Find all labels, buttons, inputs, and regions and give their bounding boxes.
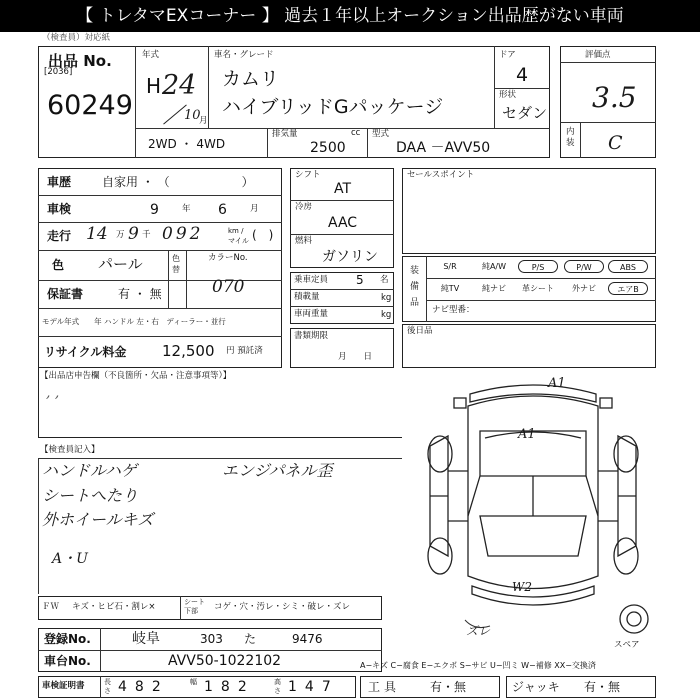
diagram-mark-2: A1 (518, 427, 536, 442)
mileage-label: 走行 (47, 229, 72, 243)
cert-height: 147 (288, 679, 339, 695)
mileage-unit: km / マイル (228, 227, 249, 245)
capacity-label: 乗車定員 (294, 275, 329, 285)
equipment-item: P/S (518, 260, 558, 273)
color-label: 色 (52, 258, 65, 272)
vehicle-info-table (38, 168, 282, 368)
tools-label: 工具 (368, 680, 401, 694)
reg-place: 岐阜 (132, 631, 160, 647)
mileage-man-unit: 万 (116, 230, 125, 240)
equipment-label: 装備品 (410, 266, 420, 308)
lot-label: 出品 No. (48, 52, 112, 70)
interior-value: C (608, 132, 623, 154)
cert-width: 182 (204, 679, 255, 695)
displacement-value: 2500 (310, 140, 346, 156)
color-code-label: カラーNo. (208, 253, 248, 263)
ac-label: 冷房 (295, 202, 313, 212)
year-value: 24 (162, 70, 197, 101)
car-damage-diagram (410, 376, 656, 642)
score-label: 評価点 (585, 50, 611, 60)
warranty-value: 有 ・ 無 (118, 287, 162, 301)
history-value: 自家用 ・ （ ） (102, 175, 254, 189)
seat-value: コゲ・穴・汚レ・シミ・破レ・ズレ (214, 602, 351, 612)
weight-label: 車両重量 (294, 309, 329, 319)
cert-label: 車検証明書 (42, 681, 85, 691)
top-partial-text: （検査員）対応紙 (42, 33, 111, 43)
mileage-rest: 092 (162, 224, 204, 244)
shift-value: AT (334, 181, 352, 197)
lot-number: 60249 (47, 90, 133, 121)
equipment-item: P/W (564, 260, 604, 273)
year-month: 10 (184, 108, 201, 123)
later-items-label: 後日品 (407, 326, 433, 336)
shape-value: セダン (502, 104, 548, 122)
equipment-item: エアB (608, 282, 648, 295)
cert-length: 482 (118, 679, 169, 695)
inspector-note-1: ハンドルハゲ (42, 461, 137, 480)
jack-label: ジャッキ (512, 680, 560, 694)
year-label: 年式 (142, 50, 160, 60)
sales-point-label: セールスポイント (407, 170, 475, 180)
color-code: 070 (212, 277, 245, 297)
weight-unit: kg (381, 310, 392, 320)
recycle-value: 12,500 (162, 342, 215, 360)
shape-label: 形状 (499, 90, 517, 100)
equipment-item: 純TV (440, 284, 460, 293)
model-value: DAA －AVV50 (396, 140, 491, 156)
equipment-item: ABS (608, 260, 648, 273)
damage-legend: A−キズ C−腐食 E−エクボ S−サビ U−凹ミ W−補修 XX−交換済 (360, 661, 596, 670)
inspector-note-right: エンジパネル歪 (222, 461, 333, 480)
chassis-value: AVV50-1022102 (168, 653, 282, 669)
car-label: 車名・グレード (214, 50, 274, 60)
car-grade: ハイブリッドGパッケージ (222, 96, 444, 118)
equipment-item: 革シート (522, 284, 554, 293)
score-value: 3.5 (592, 81, 637, 114)
load-unit: kg (381, 293, 392, 303)
diagram-mark-4: ズレ (466, 624, 491, 638)
history-label: 車歴 (47, 175, 72, 189)
ac-value: AAC (328, 215, 358, 231)
inspector-note-2: シートへたり (42, 486, 139, 505)
jack-value: 有・無 (584, 680, 621, 694)
reg-label: 登録No. (44, 632, 91, 646)
mileage-sen: 9 (128, 224, 139, 244)
equipment-item: 純A/W (481, 262, 507, 271)
inspection-label: 車検 (47, 202, 72, 216)
reg-class: 303 (200, 632, 223, 646)
warranty-label: 保証書 (47, 287, 84, 301)
color-change-label: 色替 (172, 254, 180, 274)
inspector-label: 【検査員記入】 (40, 445, 100, 455)
seat-label: シート 下部 (184, 598, 205, 615)
diagram-mark-1: A1 (548, 376, 566, 391)
later-items-box (402, 324, 656, 368)
fuel-value: ガソリン (322, 249, 378, 265)
mileage-paren: ( ) (252, 228, 274, 242)
docs-label: 書類期限 (294, 331, 329, 341)
equipment-item: S/R (443, 262, 457, 271)
spare-label: スペア (614, 640, 640, 650)
equipment-item: 純ナビ (482, 284, 506, 293)
capacity-value: 5 (356, 273, 364, 287)
lot-stamp: [2036] (44, 67, 73, 77)
inspection-year-unit: 年 (182, 204, 191, 214)
displacement-label: 排気量 (272, 129, 298, 139)
load-label: 積載量 (294, 292, 320, 302)
color-value: パール (98, 255, 143, 273)
nav-model-label: ナビ型番： (432, 305, 475, 315)
recycle-unit: 円 預託済 (226, 346, 263, 356)
displacement-unit: cc (351, 128, 361, 138)
recycle-label: リサイクル料金 (44, 345, 127, 359)
equipment-item: 外ナビ (572, 284, 596, 293)
inspector-note-4: A・U (52, 551, 88, 567)
cert-length-label: 長さ (104, 678, 111, 695)
cert-width-label: 幅 (190, 678, 197, 686)
door-value: 4 (516, 64, 529, 86)
reg-kana: た (244, 632, 257, 646)
cert-height-label: 高さ (274, 678, 281, 695)
inspection-year: 9 (150, 202, 159, 218)
inspection-month: 6 (218, 202, 227, 218)
chassis-label: 車台No. (44, 654, 91, 668)
inspector-note-3: 外ホイールキズ (42, 510, 154, 529)
door-label: ドア (499, 50, 516, 60)
banner-title: 【 トレタマEXコーナー 】 過去１年以上オークション出品歴がない車両 (0, 0, 700, 32)
reg-number: 9476 (292, 632, 323, 646)
tools-value: 有・無 (430, 680, 467, 694)
model-year-row: モデル年式 年 ハンドル 左・右 ディーラー・並行 (42, 317, 226, 326)
fw-value: キズ・ヒビ石・割レ× (72, 602, 156, 612)
mileage-man: 14 (86, 224, 108, 244)
sales-point-box (402, 168, 656, 254)
model-label: 型式 (372, 129, 390, 139)
mileage-sen-unit: 千 (142, 230, 151, 240)
diagram-mark-3: W2 (512, 580, 532, 594)
inspection-month-unit: 月 (250, 204, 259, 214)
shift-label: シフト (295, 170, 321, 180)
fuel-label: 燃料 (295, 236, 313, 246)
car-name: カムリ (222, 68, 280, 90)
year-era: H (146, 74, 162, 98)
docs-unit: 月 日 (338, 352, 373, 362)
capacity-unit: 名 (380, 275, 389, 285)
seller-notes-label: 【出品店申告欄（不良箇所・欠品・注意事項等）】 (40, 371, 232, 381)
interior-label: 内装 (566, 127, 575, 148)
drive-type: 2WD ・ 4WD (148, 137, 226, 151)
seller-notes-mark: , , (46, 385, 60, 401)
year-month-unit: 月 (199, 116, 208, 126)
fw-label: ＦＷ (42, 602, 60, 612)
